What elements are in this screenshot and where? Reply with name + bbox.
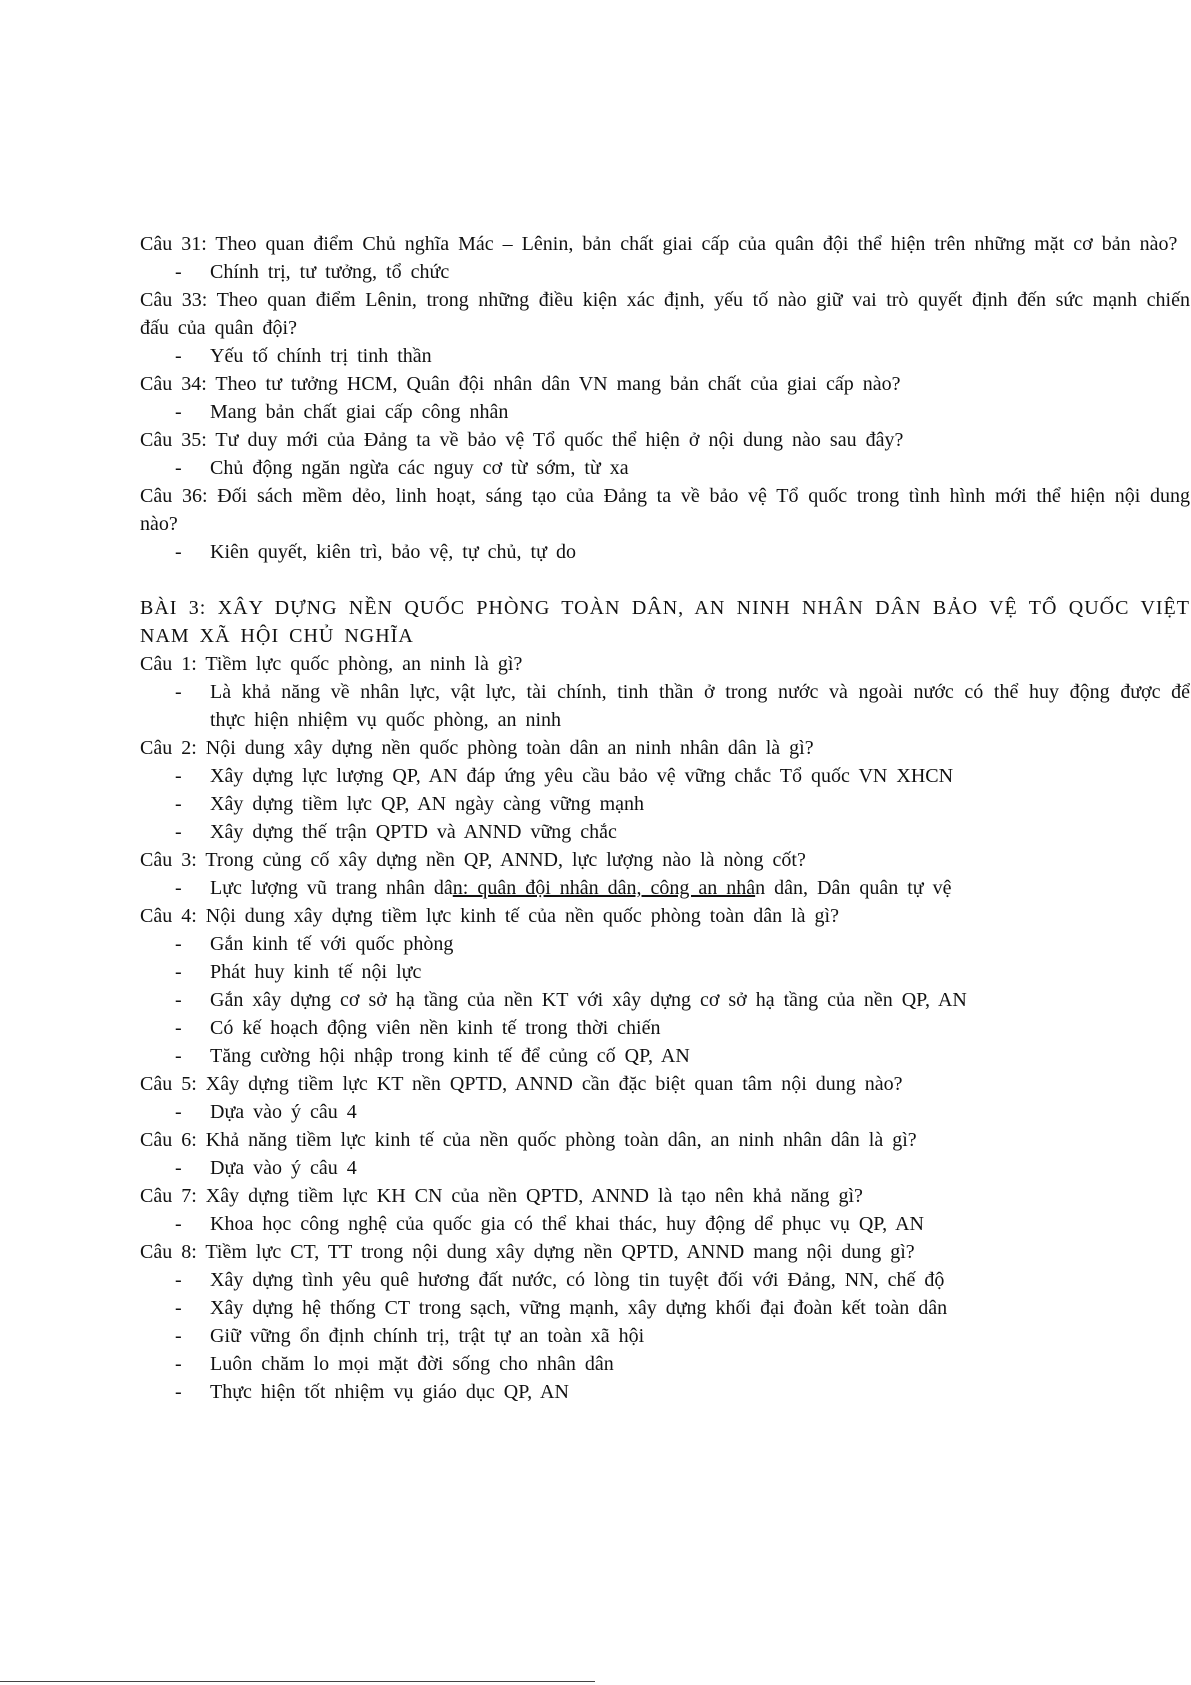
answer-list [140, 538, 1190, 566]
bullet-dash: - [175, 1017, 182, 1039]
question: Câu 34: Theo tư tưởng HCM, Quân đội nhân dân VN mang bản chất của giai cấp nào? [140, 373, 901, 395]
answer-list [140, 1210, 1190, 1238]
answer-item [140, 342, 1190, 370]
bullet-dash: - [175, 961, 182, 983]
answer-text: Là khả năng về nhân lực, vật lực, tài chính, tinh thần ở trong nước và ngoài nước có thể huy động được để thực hiện nhiệm vụ quốc phòng, an ninh [210, 681, 1190, 731]
answer-text: Luôn chăm lo mọi mặt đời sống cho nhân dân [210, 1353, 614, 1375]
answer-list [140, 678, 1190, 734]
answer-text: Gắn xây dựng cơ sở hạ tầng của nền KT với xây dựng cơ sở hạ tầng của nền QP, AN [210, 989, 967, 1011]
answer-list [140, 762, 1190, 846]
answer-text: Xây dựng tiềm lực QP, AN ngày càng vững mạnh [210, 793, 645, 815]
document-page [140, 230, 1190, 1406]
answer-item [140, 258, 1190, 286]
question-2: Câu 2: Nội dung xây dựng nền quốc phòng toàn dân an ninh nhân dân là gì? [140, 737, 814, 759]
answer-item [140, 1014, 1190, 1042]
answer-item [140, 678, 1190, 734]
answer-item [140, 1042, 1190, 1070]
answer-text: Phát huy kinh tế nội lực [210, 961, 422, 983]
answer-item [140, 790, 1190, 818]
answer-list [140, 930, 1190, 1070]
question: Câu 36: Đối sách mềm dẻo, linh hoạt, sáng tạo của Đảng ta về bảo vệ Tổ quốc trong tình hình mới thể hiện nội dung nào? [140, 485, 1190, 535]
bullet-dash: - [175, 1101, 182, 1123]
section-title: BÀI 3: XÂY DỰNG NỀN QUỐC PHÒNG TOÀN DÂN, AN NINH NHÂN DÂN BẢO VỆ TỔ QUỐC VIỆT NAM XÃ HỘI CHỦ NGHĨA [140, 597, 1190, 647]
section-lesson-3 [140, 650, 1190, 1406]
bullet-dash: - [175, 401, 182, 423]
answer-item [140, 958, 1190, 986]
bullet-dash: - [175, 765, 182, 787]
bullet-dash: - [175, 1045, 182, 1067]
bullet-dash: - [175, 681, 182, 703]
answer-item [140, 1350, 1190, 1378]
answer-text: Kiên quyết, kiên trì, bảo vệ, tự chủ, tự do [210, 541, 576, 563]
bullet-dash: - [175, 1381, 182, 1403]
answer-text: Có kế hoạch động viên nền kinh tế trong thời chiến [210, 1017, 661, 1039]
bullet-dash: - [175, 261, 182, 283]
footnote-divider [0, 1681, 595, 1682]
bullet-dash: - [175, 1269, 182, 1291]
answer-text-underlined: n: quân đội nhân dân, công an nhâ [452, 877, 756, 899]
bullet-dash: - [175, 1325, 182, 1347]
answer-text-pre: Lực lượng vũ trang nhân dâ [210, 877, 453, 899]
answer-item [140, 874, 1190, 902]
question: Câu 31: Theo quan điểm Chủ nghĩa Mác – Lênin, bản chất giai cấp của quân đội thể hiện trên những mặt cơ bản nào? [140, 233, 1178, 255]
bullet-dash: - [175, 1213, 182, 1235]
answer-list [140, 874, 1190, 902]
bullet-dash: - [175, 1297, 182, 1319]
answer-list [140, 342, 1190, 370]
bullet-dash: - [175, 541, 182, 563]
answer-text: Xây dựng thế trận QPTD và ANND vững chắc [210, 821, 617, 843]
answer-text: Chính trị, tư tưởng, tổ chức [210, 261, 450, 283]
answer-text: Xây dựng hệ thống CT trong sạch, vững mạnh, xây dựng khối đại đoàn kết toàn dân [210, 1297, 948, 1319]
answer-item [140, 986, 1190, 1014]
bullet-dash: - [175, 933, 182, 955]
answer-list [140, 1098, 1190, 1126]
answer-item [140, 1322, 1190, 1350]
answer-item [140, 398, 1190, 426]
bullet-dash: - [175, 345, 182, 367]
answer-text: Gắn kinh tế với quốc phòng [210, 933, 454, 955]
answer-list [140, 1266, 1190, 1406]
question-4: Câu 4: Nội dung xây dựng tiềm lực kinh tế của nền quốc phòng toàn dân là gì? [140, 905, 839, 927]
question-8: Câu 8: Tiềm lực CT, TT trong nội dung xây dựng nền QPTD, ANND mang nội dung gì? [140, 1241, 915, 1263]
answer-text: Tăng cường hội nhập trong kinh tế để củng cố QP, AN [210, 1045, 690, 1067]
answer-list [140, 454, 1190, 482]
answer-item [140, 1154, 1190, 1182]
bullet-dash: - [175, 1353, 182, 1375]
answer-list [140, 1154, 1190, 1182]
answer-text: Dựa vào ý câu 4 [210, 1157, 357, 1179]
answer-text: Giữ vững ổn định chính trị, trật tự an toàn xã hội [210, 1325, 645, 1347]
question-3: Câu 3: Trong củng cố xây dựng nền QP, ANND, lực lượng nào là nòng cốt? [140, 849, 806, 871]
answer-text: Khoa học công nghệ của quốc gia có thể khai thác, huy động dể phục vụ QP, AN [210, 1213, 924, 1235]
answer-item [140, 1266, 1190, 1294]
bullet-dash: - [175, 1157, 182, 1179]
question: Câu 33: Theo quan điểm Lênin, trong những điều kiện xác định, yếu tố nào giữ vai trò quyết định đến sức mạnh chiến đấu của quân đội? [140, 289, 1190, 339]
bullet-dash: - [175, 989, 182, 1011]
answer-item [140, 1294, 1190, 1322]
section-previous-questions [140, 230, 1190, 566]
bullet-dash: - [175, 821, 182, 843]
question-1: Câu 1: Tiềm lực quốc phòng, an ninh là gì? [140, 653, 523, 675]
answer-item [140, 762, 1190, 790]
answer-text: Dựa vào ý câu 4 [210, 1101, 357, 1123]
answer-item [140, 818, 1190, 846]
answer-text: Mang bản chất giai cấp công nhân [210, 401, 509, 423]
answer-list [140, 258, 1190, 286]
answer-text-post: n dân, Dân quân tự vệ [755, 877, 952, 899]
answer-item [140, 454, 1190, 482]
answer-text: Thực hiện tốt nhiệm vụ giáo dục QP, AN [210, 1381, 569, 1403]
answer-text: Xây dựng tình yêu quê hương đất nước, có lòng tin tuyệt đối với Đảng, NN, chế độ [210, 1269, 945, 1291]
bullet-dash: - [175, 877, 182, 899]
answer-item [140, 1378, 1190, 1406]
answer-item [140, 538, 1190, 566]
question-7: Câu 7: Xây dựng tiềm lực KH CN của nền QPTD, ANND là tạo nên khả năng gì? [140, 1185, 863, 1207]
answer-item [140, 930, 1190, 958]
section-gap [140, 566, 1190, 594]
answer-list [140, 398, 1190, 426]
answer-item [140, 1210, 1190, 1238]
answer-item [140, 1098, 1190, 1126]
bullet-dash: - [175, 793, 182, 815]
question-5: Câu 5: Xây dựng tiềm lực KT nền QPTD, ANND cần đặc biệt quan tâm nội dung nào? [140, 1073, 903, 1095]
answer-text: Yếu tố chính trị tinh thần [210, 345, 432, 367]
question-6: Câu 6: Khả năng tiềm lực kinh tế của nền quốc phòng toàn dân, an ninh nhân dân là gì? [140, 1129, 917, 1151]
answer-text: Xây dựng lực lượng QP, AN đáp ứng yêu cầu bảo vệ vững chắc Tổ quốc VN XHCN [210, 765, 954, 787]
answer-text: Chủ động ngăn ngừa các nguy cơ từ sớm, từ xa [210, 457, 629, 479]
question: Câu 35: Tư duy mới của Đảng ta về bảo vệ Tổ quốc thể hiện ở nội dung nào sau đây? [140, 429, 904, 451]
bullet-dash: - [175, 457, 182, 479]
